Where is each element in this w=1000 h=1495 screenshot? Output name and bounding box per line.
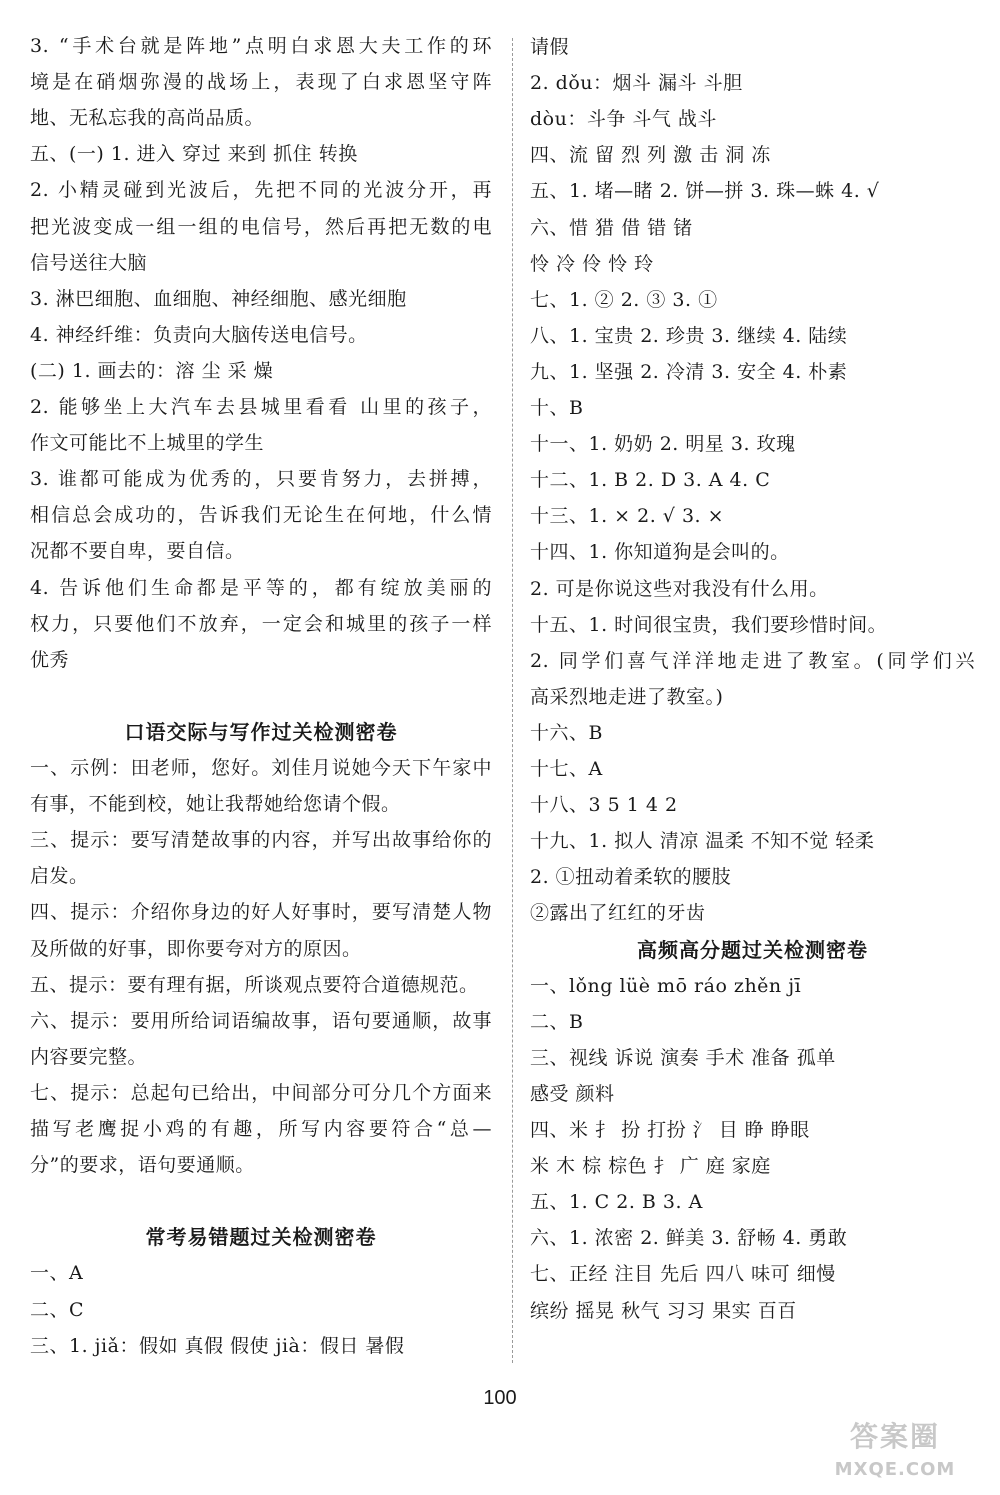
answer-line: dòu：斗争 斗气 战斗 bbox=[530, 108, 717, 131]
answer-line: 十二、1. B 2. D 3. A 4. C bbox=[530, 469, 771, 492]
answer-line: 请假 bbox=[530, 36, 570, 58]
answer-line: 六、惜 猎 借 错 锗 bbox=[530, 216, 693, 239]
answer-line: 七、正经 注目 先后 四八 味可 细慢 bbox=[530, 1263, 836, 1286]
answer-line: 三、视线 诉说 演奏 手术 准备 孤单 bbox=[530, 1046, 836, 1069]
answer-line: 十八、3 5 1 4 2 bbox=[530, 794, 678, 817]
answer-line: 4. 告诉他们生命都是平等的，都有绽放美丽的 bbox=[30, 576, 492, 599]
answer-line: 二、B bbox=[530, 1010, 584, 1033]
page-number: 100 bbox=[483, 1387, 517, 1409]
answer-line: 权力，只要他们不放弃，一定会和城里的孩子一样 bbox=[30, 612, 492, 635]
answer-line: 内容要完整。 bbox=[30, 1045, 148, 1068]
answer-line: 作文可能比不上城里的学生 bbox=[30, 432, 265, 455]
answer-line: 五、提示：要有理有据，所谈观点要符合道德规范。 bbox=[30, 973, 479, 996]
answer-line: 启发。 bbox=[30, 865, 89, 888]
answer-line bbox=[30, 678, 492, 714]
answer-line: 把光波变成一组一组的电信号，然后再把无数的电 bbox=[30, 215, 492, 238]
answer-line: 十三、1. × 2. √ 3. × bbox=[530, 505, 725, 528]
answer-line: 相信总会成功的，告诉我们无论生在何地，什么情 bbox=[30, 504, 492, 527]
answer-line: 五、1. 堵—睹 2. 饼—拼 3. 珠—蛛 4. √ bbox=[530, 180, 880, 203]
answer-line: 四、米 扌 扮 打扮 氵 目 睁 睁眼 bbox=[530, 1119, 810, 1141]
answer-line: 感受 颜料 bbox=[530, 1082, 615, 1105]
answer-line: 3. 淋巴细胞、血细胞、神经细胞、感光细胞 bbox=[30, 287, 407, 310]
answer-line: 十四、1. 你知道狗是会叫的。 bbox=[530, 541, 790, 564]
watermark-url: MXQE.COM bbox=[834, 1459, 956, 1480]
answer-line: 信号送往大脑 bbox=[30, 251, 148, 274]
answer-line: 缤纷 摇晃 秋气 习习 果实 百百 bbox=[530, 1299, 797, 1322]
answer-line: 二、C bbox=[30, 1298, 85, 1321]
answer-line: 十九、1. 拟人 清凉 温柔 不知不觉 轻柔 bbox=[530, 830, 875, 853]
answer-line: 一、示例：田老师，您好。刘佳月说她今天下午家中 bbox=[30, 757, 492, 779]
answer-line: 一、A bbox=[30, 1262, 84, 1285]
answer-line: 2. 能够坐上大汽车去县城里看看 山里的孩子， bbox=[30, 396, 492, 418]
answer-line: 3. “手术台就是阵地”点明白求恩大夫工作的环 bbox=[30, 35, 492, 57]
answer-line: 五、(一) 1. 进入 穿过 来到 抓住 转换 bbox=[30, 143, 358, 166]
answer-line: 十一、1. 奶奶 2. 明星 3. 玫瑰 bbox=[530, 433, 796, 456]
answer-line: 有事，不能到校，她让我帮她给您请个假。 bbox=[30, 793, 401, 816]
answer-line: 六、提示：要用所给词语编故事，语句要通顺，故事 bbox=[30, 1009, 492, 1032]
section-heading: 高频高分题过关检测密卷 bbox=[637, 937, 868, 962]
answer-line: 七、提示：总起句已给出，中间部分可分几个方面来 bbox=[30, 1081, 492, 1104]
answer-line: 六、1. 浓密 2. 鲜美 3. 舒畅 4. 勇敢 bbox=[530, 1227, 848, 1250]
answer-line: (二) 1. 画去的：溶 尘 采 燥 bbox=[30, 359, 274, 382]
answer-line: 七、1. ② 2. ③ 3. ① bbox=[530, 288, 718, 311]
answer-line: ②露出了红红的牙齿 bbox=[530, 902, 706, 925]
answer-line: 地、无私忘我的高尚品质。 bbox=[30, 107, 265, 130]
answer-line: 2. ①扭动着柔软的腰肢 bbox=[530, 866, 732, 889]
answer-line: 4. 神经纤维：负责向大脑传送电信号。 bbox=[30, 323, 368, 346]
answer-line: 米 木 棕 棕色 扌 广 庭 家庭 bbox=[530, 1155, 771, 1178]
answer-line: 四、流 留 烈 列 激 击 洞 冻 bbox=[530, 144, 771, 167]
answer-line: 三、1. jiǎ：假如 真假 假使 jià：假日 暑假 bbox=[30, 1334, 405, 1357]
answer-line: 八、1. 宝贵 2. 珍贵 3. 继续 4. 陆续 bbox=[530, 324, 848, 347]
watermark-logo-text: 答案圈 bbox=[849, 1420, 940, 1453]
answer-line: 3. 谁都可能成为优秀的，只要肯努力，去拼搏， bbox=[30, 468, 492, 491]
answer-line: 2. 小精灵碰到光波后，先把不同的光波分开，再 bbox=[30, 179, 492, 202]
watermark-logo bbox=[820, 1418, 970, 1490]
answer-line: 一、lǒng lüè mō ráo zhěn jī bbox=[530, 974, 802, 997]
answer-line: 高采烈地走进了教室。) bbox=[530, 685, 724, 708]
answer-line: 十、B bbox=[530, 397, 584, 419]
answer-line: 境是在硝烟弥漫的战场上，表现了白求恩坚守阵 bbox=[30, 71, 492, 94]
answer-line: 四、提示：介绍你身边的好人好事时，要写清楚人物 bbox=[30, 901, 492, 924]
answer-line: 十六、B bbox=[530, 721, 603, 744]
answer-line: 九、1. 坚强 2. 冷清 3. 安全 4. 朴素 bbox=[530, 360, 848, 383]
answer-line: 五、1. C 2. B 3. A bbox=[530, 1191, 703, 1214]
answer-line: 十五、1. 时间很宝贵，我们要珍惜时间。 bbox=[530, 613, 888, 636]
answer-line: 三、提示：要写清楚故事的内容，并写出故事给你的 bbox=[30, 829, 492, 852]
answer-line: 优秀 bbox=[30, 648, 70, 671]
answer-line: 及所做的好事，即你要夸对方的原因。 bbox=[30, 937, 362, 960]
answer-line: 怜 冷 伶 怜 玲 bbox=[530, 252, 654, 275]
answer-line: 况都不要自卑，要自信。 bbox=[30, 540, 245, 563]
section-heading: 常考易错题过关检测密卷 bbox=[145, 1225, 377, 1250]
answer-line: 2. dǒu：烟斗 漏斗 斗胆 bbox=[530, 72, 743, 95]
answer-line: 十七、A bbox=[530, 758, 603, 780]
column-divider bbox=[512, 38, 513, 1363]
answer-line: 分”的要求，语句要通顺。 bbox=[30, 1154, 255, 1177]
answer-line bbox=[30, 1183, 492, 1219]
answer-line: 2. 同学们喜气洋洋地走进了教室。(同学们兴 bbox=[530, 649, 975, 672]
answer-line: 2. 可是你说这些对我没有什么用。 bbox=[530, 577, 829, 600]
section-heading: 口语交际与写作过关检测密卷 bbox=[124, 719, 398, 744]
answer-line: 描写老鹰捉小鸡的有趣，所写内容要符合“总— bbox=[30, 1118, 492, 1140]
